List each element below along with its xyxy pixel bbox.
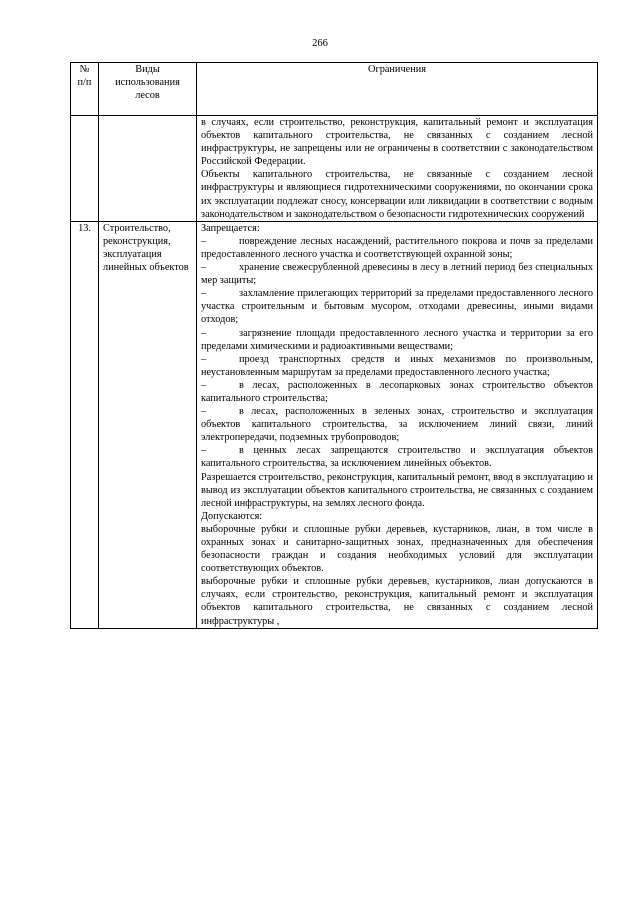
dash-marker: – [201, 379, 207, 391]
dash-marker: – [201, 327, 207, 339]
header-number: № п/п [71, 63, 99, 116]
paragraph: выборочные рубки и сплошные рубки деревьев, кустарников, лиан допускаются в случаях, если строительство, реконструкция, капитальный ремонт и эксплуатация объектов капитального строительства, не связанных с созданием лесной инфраструктуры , [201, 576, 593, 627]
dash-marker: – [201, 288, 207, 300]
cell-type-empty [99, 116, 197, 222]
cell-number-13: 13. [71, 221, 99, 628]
permitted-label: Допускаются: [201, 510, 263, 522]
list-item [201, 405, 593, 444]
dash-marker: – [201, 353, 207, 365]
list-item [201, 235, 593, 261]
restrictions-table [70, 62, 598, 629]
list-item-text: загрязнение площади предоставленного лесного участка и территории за его пределами химическими и радиоактивными веществами; [201, 327, 593, 352]
list-item-text: хранение свежесрубленной древесины в лесу в летний период без специальных мер защиты; [201, 262, 593, 287]
dash-marker: – [201, 406, 207, 418]
paragraph: Объекты капитального строительства, не связанные с созданием лесной инфраструктуры и являющиеся гидротехническими сооружениями, по окончании срока их эксплуатации подлежат сносу, консервации или ликвидации в соответствии с водным законодательством и законодательством о безопасности гидротехнических сооружений [201, 169, 593, 220]
cell-number-empty [71, 116, 99, 222]
page-number: 266 [312, 38, 328, 49]
list-item-text: проезд транспортных средств и иных механизмов по произвольным, неустановленным маршрутам за пределами предоставленного лесного участка; [201, 353, 593, 378]
table-row-13 [71, 221, 598, 628]
list-item-text: захламление прилегающих территорий за пределами предоставленного лесного участка строительным и бытовым мусором, отходами древесины, иными видами отходов; [201, 288, 593, 326]
list-item [201, 327, 593, 353]
header-usage-type: Виды использования лесов [99, 63, 197, 116]
table-row-continuation [71, 116, 598, 222]
list-item [201, 444, 593, 470]
paragraph: в случаях, если строительство, реконструкция, капитальный ремонт и эксплуатация объектов капитального строительства, не связанных с созданием лесной инфраструктуры, не запрещены или не ограничены в соответствии с законодательством Российской Федерации. [201, 117, 593, 168]
dash-marker: – [201, 262, 207, 274]
list-item [201, 353, 593, 379]
header-restrictions: Ограничения [197, 63, 598, 116]
cell-restrictions-continuation [197, 116, 598, 222]
prohibited-label: Запрещается: [201, 222, 260, 234]
paragraph: выборочные рубки и сплошные рубки деревьев, кустарников, лиан, в том числе в охранных зонах и санитарно-защитных зонах, предназначенных для обеспечения безопасности граждан и создания необходимых условий для эксплуатации соответствующих объектов. [201, 523, 593, 575]
list-item [201, 379, 593, 405]
cell-restrictions-13 [197, 221, 598, 628]
table-header-row [71, 63, 598, 116]
dash-marker: – [201, 445, 207, 457]
list-item-text: в лесах, расположенных в зеленых зонах, строительство и эксплуатация объектов капитального строительства, за исключением линий связи, линий электропередачи, подземных трубопроводов; [201, 406, 593, 444]
list-item [201, 287, 593, 326]
list-item-text: в ценных лесах запрещаются строительство и эксплуатация объектов капитального строительства, за исключением линейных объектов. [201, 445, 593, 470]
list-item-text: повреждение лесных насаждений, растительного покрова и почв за пределами предоставленного лесного участка и соответствующей охранной зоны; [201, 235, 593, 260]
list-item-text: в лесах, расположенных в лесопарковых зонах строительство объектов капитального строительства; [201, 379, 593, 404]
cell-usage-type-13: Строительство, реконструкция, эксплуатация линейных объектов [99, 221, 197, 628]
list-item [201, 261, 593, 287]
allowed-paragraph: Разрешается строительство, реконструкция, капитальный ремонт, ввод в эксплуатацию и вывод из эксплуатации объектов капитального строительства, не связанных с созданием лесной инфраструктуры, на землях лесного фонда. [201, 471, 593, 509]
dash-marker: – [201, 235, 207, 247]
